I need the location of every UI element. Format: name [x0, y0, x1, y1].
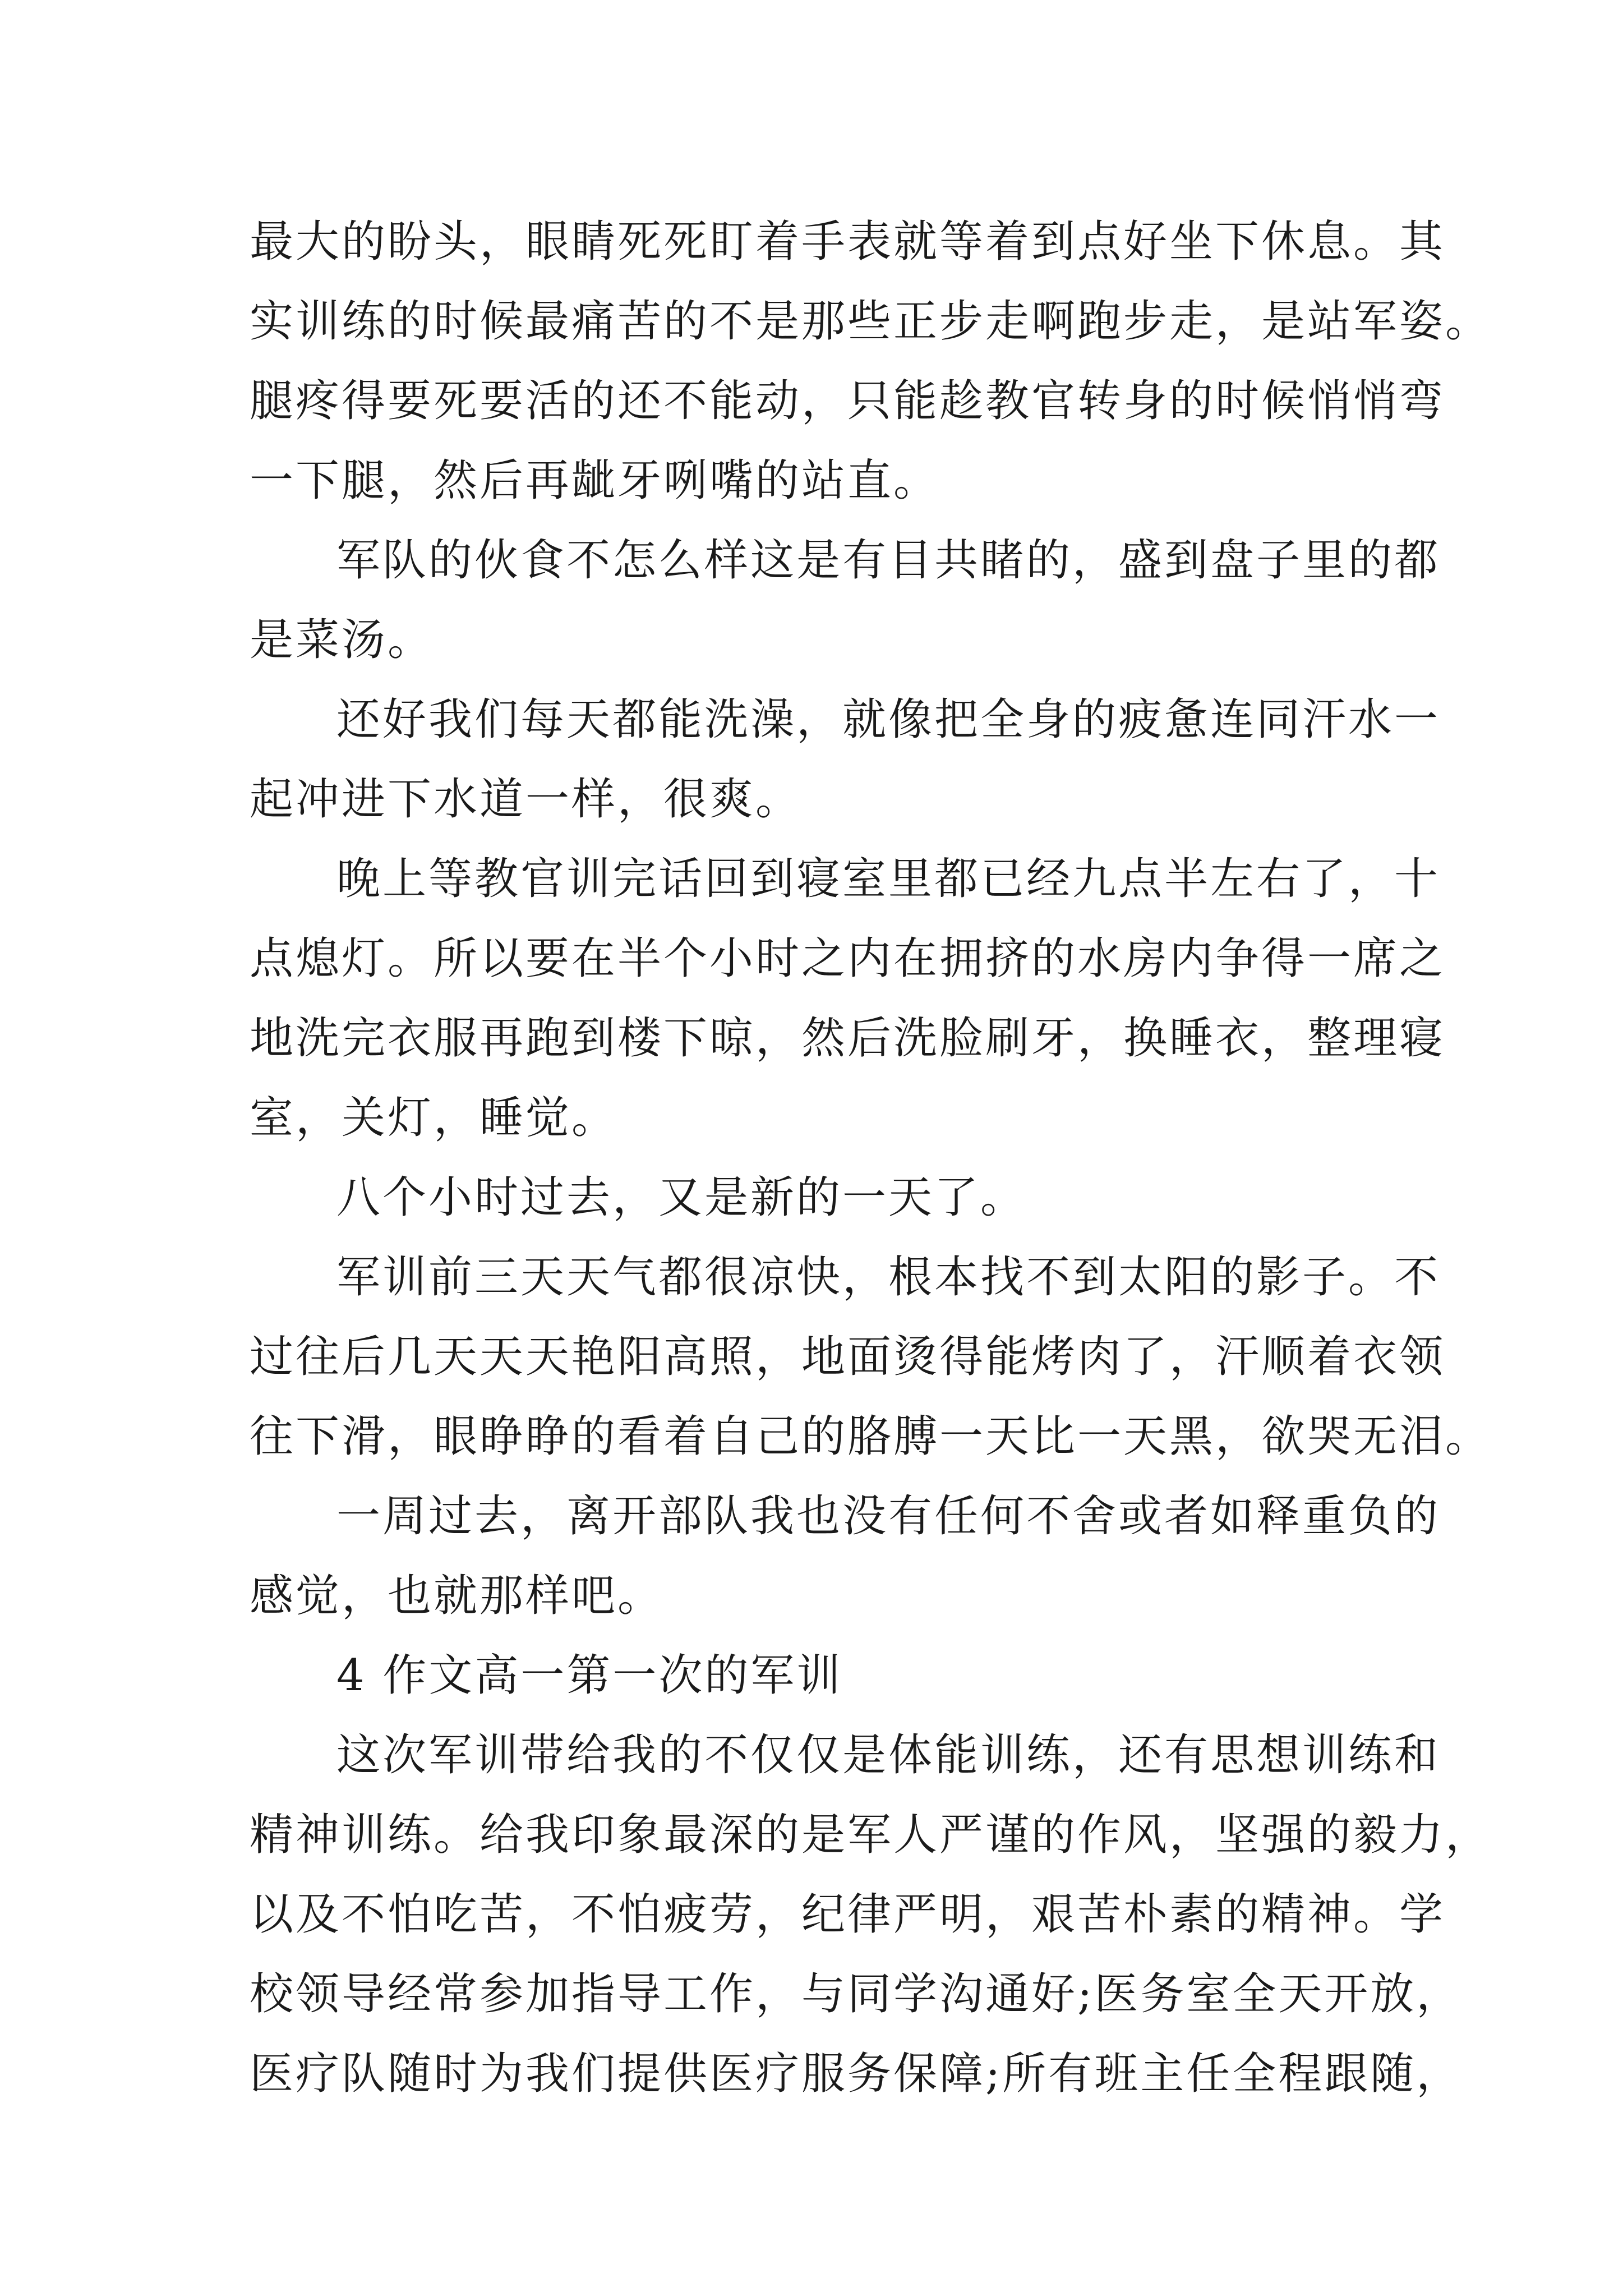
text-line: 室，关灯，睡觉。: [250, 1093, 618, 1143]
paragraph-start-line: 一周过去，离开部队我也没有任何不舍或者如释重负的: [336, 1491, 1441, 1542]
text-line: 过往后几天天天艳阳高照，地面烫得能烤肉了，汗顺着衣领: [250, 1332, 1446, 1382]
paragraph-start-line: 还好我们每天都能洗澡，就像把全身的疲惫连同汗水一: [336, 694, 1441, 745]
text-line: 以及不怕吃苦，不怕疲劳，纪律严明，艰苦朴素的精神。学: [250, 1889, 1446, 1940]
text-line: 校领导经常参加指导工作，与同学沟通好;医务室全天开放，: [250, 1969, 1463, 2019]
text-line: 地洗完衣服再跑到楼下晾，然后洗脸刷牙，换睡衣，整理寝: [250, 1013, 1446, 1064]
paragraph-start-line: 八个小时过去，又是新的一天了。: [336, 1172, 1027, 1223]
paragraph-start-line: 这次军训带给我的不仅仅是体能训练，还有思想训练和: [336, 1730, 1441, 1780]
text-line: 起冲进下水道一样，很爽。: [250, 774, 802, 825]
text-line: 是菜汤。: [250, 615, 434, 665]
paragraph-start-line: 军队的伙食不怎么样这是有目共睹的，盛到盘子里的都: [336, 535, 1441, 586]
paragraph-start-line: 晚上等教官训完话回到寝室里都已经九点半左右了，十: [336, 854, 1441, 904]
section-heading: 4 作文高一第一次的军训: [336, 1650, 843, 1701]
text-line: 往下滑，眼睁睁的看着自己的胳膊一天比一天黑，欲哭无泪。: [250, 1411, 1492, 1462]
text-line: 最大的盼头，眼睛死死盯着手表就等着到点好坐下休息。其: [250, 217, 1446, 267]
text-line: 感觉，也就那样吧。: [250, 1571, 664, 1621]
text-line: 医疗队随时为我们提供医疗服务保障;所有班主任全程跟随，: [250, 2049, 1463, 2099]
paragraph-start-line: 军训前三天天气都很凉快，根本找不到太阳的影子。不: [336, 1252, 1441, 1303]
text-line: 精神训练。给我印象最深的是军人严谨的作风，坚强的毅力，: [250, 1810, 1492, 1860]
text-line: 腿疼得要死要活的还不能动，只能趁教官转身的时候悄悄弯: [250, 376, 1446, 426]
text-line: 实训练的时候最痛苦的不是那些正步走啊跑步走，是站军姿。: [250, 296, 1492, 347]
text-line: 点熄灯。所以要在半个小时之内在拥挤的水房内争得一席之: [250, 933, 1446, 984]
text-line: 一下腿，然后再龇牙咧嘴的站直。: [250, 455, 940, 506]
body-text: [250, 202, 1492, 2114]
